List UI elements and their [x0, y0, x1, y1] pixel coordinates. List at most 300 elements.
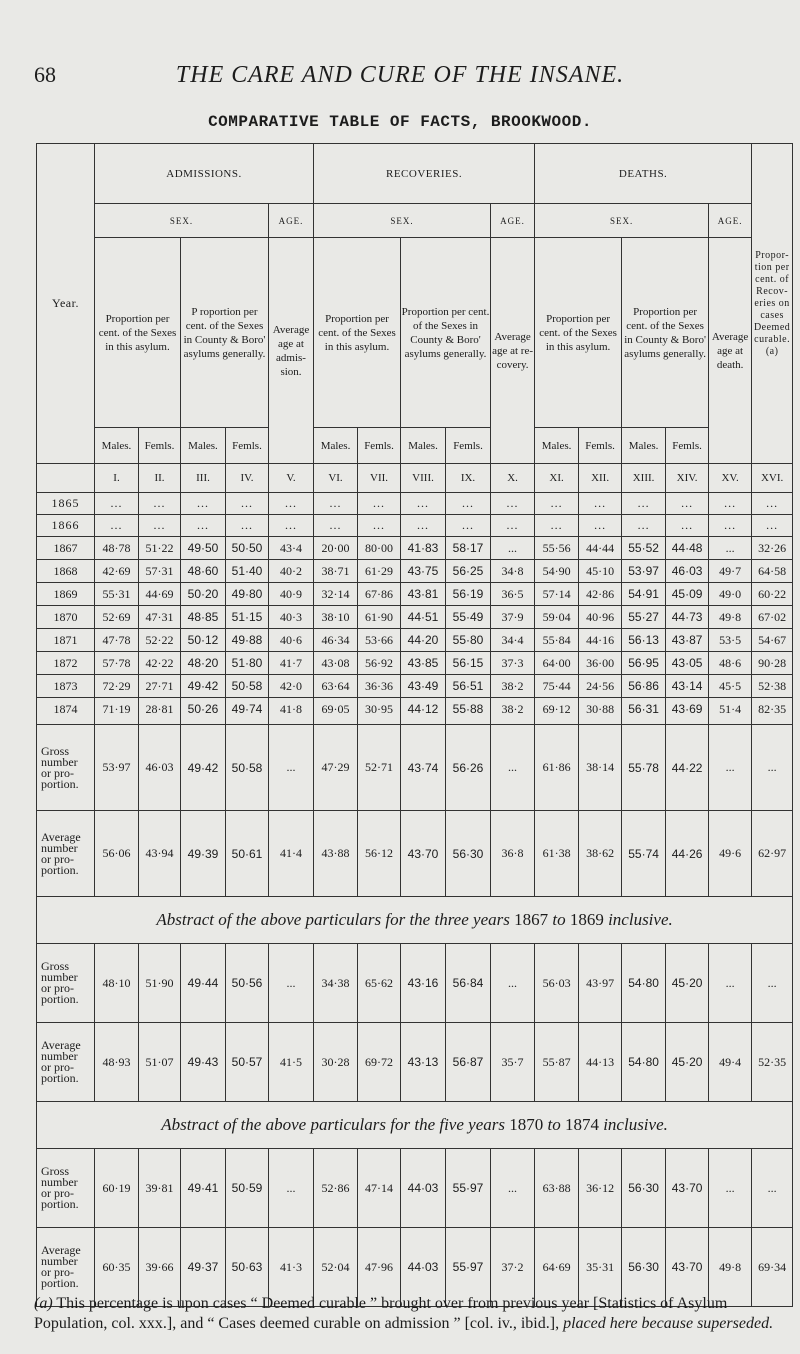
column-number-9: IX. [446, 464, 491, 493]
data-cell: 43·85 [401, 652, 446, 675]
data-cell: 49·42 [181, 675, 226, 698]
summary-cell: 43·97 [579, 944, 622, 1023]
summary-cell: ... [752, 725, 793, 811]
summary-cell: 49·44 [181, 944, 226, 1023]
data-cell: 43·49 [401, 675, 446, 698]
summary-cell: 43·70 [666, 1149, 709, 1228]
gross-summary-row [37, 725, 793, 811]
summary-cell: ... [269, 944, 314, 1023]
data-cell: 44·12 [401, 698, 446, 725]
label-line: portion. [41, 1197, 79, 1211]
data-cell: 48·6 [709, 652, 752, 675]
label-line: portion. [41, 1276, 79, 1290]
summary-cell: ... [709, 725, 752, 811]
data-cell: 72·29 [95, 675, 139, 698]
column-number-15: XV. [709, 464, 752, 493]
summary-cell: 55·97 [446, 1149, 491, 1228]
label-line: number [41, 840, 78, 855]
data-cell: 54·67 [752, 629, 793, 652]
data-cell: 54·91 [622, 583, 666, 606]
average-label [37, 1023, 95, 1102]
data-cell: 51·22 [139, 537, 181, 560]
data-cell: ... [269, 515, 314, 537]
summary-cell: 44·26 [666, 811, 709, 897]
summary-cell: 45·20 [666, 944, 709, 1023]
data-cell: 49·50 [181, 537, 226, 560]
table-row [37, 493, 793, 515]
year-cell: 1868 [37, 560, 95, 583]
data-cell: 51·4 [709, 698, 752, 725]
avg-age-death-header: Average age at death. [709, 238, 752, 464]
data-cell: 32·26 [752, 537, 793, 560]
summary-cell: 56·30 [622, 1228, 666, 1307]
femls-header: Femls. [446, 428, 491, 464]
data-cell: ... [181, 515, 226, 537]
data-cell: 46·03 [666, 560, 709, 583]
data-cell: 52·38 [752, 675, 793, 698]
data-cell: 28·81 [139, 698, 181, 725]
data-cell: ... [314, 493, 358, 515]
summary-cell: 43·88 [314, 811, 358, 897]
label-line: number [41, 1254, 78, 1268]
table-row [37, 515, 793, 537]
book-title: THE CARE AND CURE OF THE INSANE. [175, 62, 625, 88]
data-cell: 43·4 [269, 537, 314, 560]
abstract-caption [37, 897, 793, 944]
year-cell: 1865 [37, 493, 95, 515]
data-cell: ... [358, 515, 401, 537]
males-header: Males. [181, 428, 226, 464]
data-cell: ... [709, 493, 752, 515]
data-cell: ... [709, 537, 752, 560]
data-cell: 40·3 [269, 606, 314, 629]
label-line: Average [41, 1038, 81, 1052]
summary-cell: 47·14 [358, 1149, 401, 1228]
data-cell: 67·02 [752, 606, 793, 629]
column-number-16: XVI. [752, 464, 793, 493]
males-header: Males. [95, 428, 139, 464]
data-cell: ... [226, 515, 269, 537]
data-cell: 57·31 [139, 560, 181, 583]
avg-age-admission-header: Average age at admis- sion. [269, 238, 314, 464]
data-cell: 36·00 [579, 652, 622, 675]
data-cell: 49·8 [709, 606, 752, 629]
data-cell: 50·58 [226, 675, 269, 698]
data-cell: 36·5 [491, 583, 535, 606]
deaths-header: DEATHS. [535, 144, 752, 204]
label-line: Gross [41, 743, 70, 758]
summary-cell: 48·10 [95, 944, 139, 1023]
footnote-ref: (a) [34, 1295, 53, 1312]
data-cell: 44·16 [579, 629, 622, 652]
summary-cell: 52·86 [314, 1149, 358, 1228]
data-cell: ... [314, 515, 358, 537]
table-row [37, 675, 793, 698]
summary-cell: 56·06 [95, 811, 139, 897]
data-cell: 38·10 [314, 606, 358, 629]
data-cell: 43·14 [666, 675, 709, 698]
data-cell: 57·78 [95, 652, 139, 675]
footnote-text: This percentage is upon cases “ Deemed curable ” brought over from previous year [Statistics of Asylum Population, col. xxx.], and “ Cases deemed curable on admission ” [col. iv., ibid.], [34, 1295, 728, 1332]
summary-cell: ... [752, 1149, 793, 1228]
data-cell: ... [752, 515, 793, 537]
summary-cell: 60·19 [95, 1149, 139, 1228]
data-cell: 55·88 [446, 698, 491, 725]
summary-cell: ... [491, 725, 535, 811]
data-cell: 52·69 [95, 606, 139, 629]
data-cell: 45·09 [666, 583, 709, 606]
data-cell: 20·00 [314, 537, 358, 560]
data-cell: 44·44 [579, 537, 622, 560]
summary-cell: 56·30 [622, 1149, 666, 1228]
data-cell: 30·95 [358, 698, 401, 725]
data-cell: 51·80 [226, 652, 269, 675]
summary-cell: 52·71 [358, 725, 401, 811]
data-cell: 64·00 [535, 652, 579, 675]
table-row [37, 606, 793, 629]
summary-cell: 49·41 [181, 1149, 226, 1228]
abstract-row [37, 897, 793, 944]
deaths-sex-header: SEX. [535, 204, 709, 238]
data-cell: 30·88 [579, 698, 622, 725]
data-cell: 44·51 [401, 606, 446, 629]
footnote-italic: placed here because superseded. [563, 1315, 774, 1332]
year-header: Year. [37, 144, 95, 464]
data-cell: ... [535, 515, 579, 537]
data-cell: 53·66 [358, 629, 401, 652]
summary-cell: 44·13 [579, 1023, 622, 1102]
label-line: number [41, 970, 78, 984]
summary-cell: 44·22 [666, 725, 709, 811]
column-number-12: XII. [579, 464, 622, 493]
data-cell: 48·60 [181, 560, 226, 583]
gross-summary-row [37, 944, 793, 1023]
summary-cell: 48·93 [95, 1023, 139, 1102]
year-cell: 1870 [37, 606, 95, 629]
summary-cell: 45·20 [666, 1023, 709, 1102]
label-line: or pro- [41, 1265, 74, 1279]
summary-cell: 56·12 [358, 811, 401, 897]
summary-cell: 55·87 [535, 1023, 579, 1102]
data-cell: 56·25 [446, 560, 491, 583]
year-spacer-cell [37, 464, 95, 493]
summary-cell: 64·69 [535, 1228, 579, 1307]
data-cell: 55·49 [446, 606, 491, 629]
abstract-caption [37, 1102, 793, 1149]
data-cell: 67·86 [358, 583, 401, 606]
year-cell: 1869 [37, 583, 95, 606]
data-cell: ... [491, 493, 535, 515]
summary-cell: 49·6 [709, 811, 752, 897]
data-cell: ... [139, 515, 181, 537]
label-line: or pro- [41, 1186, 74, 1200]
data-cell: ... [95, 493, 139, 515]
data-cell: ... [401, 493, 446, 515]
data-cell: ... [622, 493, 666, 515]
table-row [37, 583, 793, 606]
label-line: or pro- [41, 981, 74, 995]
data-cell: 27·71 [139, 675, 181, 698]
summary-cell: 56·84 [446, 944, 491, 1023]
data-cell: ... [666, 515, 709, 537]
data-cell: ... [181, 493, 226, 515]
summary-cell: ... [491, 944, 535, 1023]
data-cell: 50·20 [181, 583, 226, 606]
data-cell: 49·0 [709, 583, 752, 606]
femls-header: Femls. [358, 428, 401, 464]
summary-cell: ... [709, 1149, 752, 1228]
data-cell: 48·85 [181, 606, 226, 629]
data-cell: 42·0 [269, 675, 314, 698]
average-summary-row [37, 1023, 793, 1102]
summary-cell: 43·13 [401, 1023, 446, 1102]
data-cell: ... [535, 493, 579, 515]
summary-cell: 55·78 [622, 725, 666, 811]
rec-asylum-header: Proportion per cent. of the Sexes in this asylum. [314, 238, 401, 428]
deaths-age-header: AGE. [709, 204, 752, 238]
abstract-from: 1867 [514, 910, 549, 929]
data-cell: 41·7 [269, 652, 314, 675]
data-cell: 44·69 [139, 583, 181, 606]
table-body [37, 464, 793, 1307]
data-cell: ... [95, 515, 139, 537]
data-cell: ... [446, 515, 491, 537]
average-summary-row [37, 811, 793, 897]
label-line: portion. [41, 776, 79, 791]
data-cell: ... [709, 515, 752, 537]
table-row [37, 560, 793, 583]
data-cell: 57·14 [535, 583, 579, 606]
gross-summary-row [37, 1149, 793, 1228]
abstract-to-word: to [552, 910, 566, 929]
data-cell: 40·6 [269, 629, 314, 652]
data-cell: 55·56 [535, 537, 579, 560]
data-cell: 56·31 [622, 698, 666, 725]
abstract-suffix: inclusive. [608, 910, 673, 929]
rec-county-header: Proportion per cent. of the Sexes in County & Boro' asylums generally. [401, 238, 491, 428]
data-cell: 56·95 [622, 652, 666, 675]
summary-cell: 49·4 [709, 1023, 752, 1102]
summary-cell: 62·97 [752, 811, 793, 897]
summary-cell: 30·28 [314, 1023, 358, 1102]
data-cell: ... [139, 493, 181, 515]
data-cell: ... [622, 515, 666, 537]
abstract-to: 1874 [564, 1115, 599, 1134]
label-line: or pro- [41, 851, 74, 866]
data-cell: 69·12 [535, 698, 579, 725]
summary-cell: 61·38 [535, 811, 579, 897]
data-cell: ... [666, 493, 709, 515]
data-cell: 55·52 [622, 537, 666, 560]
data-cell: 50·12 [181, 629, 226, 652]
summary-cell: 44·03 [401, 1228, 446, 1307]
data-cell: 61·29 [358, 560, 401, 583]
data-cell: 58·17 [446, 537, 491, 560]
summary-cell: 49·42 [181, 725, 226, 811]
summary-cell: ... [269, 1149, 314, 1228]
label-line: Average [41, 829, 81, 844]
data-cell: 49·74 [226, 698, 269, 725]
data-cell: 43·75 [401, 560, 446, 583]
data-cell: 38·2 [491, 675, 535, 698]
summary-cell: 41·4 [269, 811, 314, 897]
data-cell: 40·2 [269, 560, 314, 583]
data-cell: 43·05 [666, 652, 709, 675]
data-cell: 75·44 [535, 675, 579, 698]
summary-cell: 60·35 [95, 1228, 139, 1307]
column-number-3: III. [181, 464, 226, 493]
summary-cell: 65·62 [358, 944, 401, 1023]
summary-cell: 35·31 [579, 1228, 622, 1307]
data-cell: 38·2 [491, 698, 535, 725]
males-header: Males. [314, 428, 358, 464]
data-cell: 34·8 [491, 560, 535, 583]
data-cell: 63·64 [314, 675, 358, 698]
data-cell: 80·00 [358, 537, 401, 560]
data-cell: 45·5 [709, 675, 752, 698]
table-row [37, 537, 793, 560]
summary-cell: 37·2 [491, 1228, 535, 1307]
data-cell: ... [491, 537, 535, 560]
data-cell: ... [401, 515, 446, 537]
column-number-10: X. [491, 464, 535, 493]
data-cell: 42·69 [95, 560, 139, 583]
summary-cell: 34·38 [314, 944, 358, 1023]
table-row [37, 698, 793, 725]
column-number-8: VIII. [401, 464, 446, 493]
column-number-7: VII. [358, 464, 401, 493]
label-line: Gross [41, 1164, 70, 1178]
data-cell: 36·36 [358, 675, 401, 698]
admissions-header: ADMISSIONS. [95, 144, 314, 204]
data-cell: 49·7 [709, 560, 752, 583]
summary-cell: 55·74 [622, 811, 666, 897]
summary-cell: 39·81 [139, 1149, 181, 1228]
summary-cell: 63·88 [535, 1149, 579, 1228]
summary-cell: 43·94 [139, 811, 181, 897]
label-line: Average [41, 1243, 81, 1257]
column-number-14: XIV. [666, 464, 709, 493]
data-cell: 56·15 [446, 652, 491, 675]
data-cell: 43·81 [401, 583, 446, 606]
data-cell: 51·40 [226, 560, 269, 583]
data-cell: 47·78 [95, 629, 139, 652]
data-cell: 56·92 [358, 652, 401, 675]
summary-cell: 50·57 [226, 1023, 269, 1102]
column-number-row [37, 464, 793, 493]
data-cell: 37·9 [491, 606, 535, 629]
abstract-suffix: inclusive. [603, 1115, 668, 1134]
death-asylum-header: Proportion per cent. of the Sexes in this asylum. [535, 238, 622, 428]
data-cell: 43·69 [666, 698, 709, 725]
comparative-table [36, 143, 793, 1307]
summary-cell: 52·04 [314, 1228, 358, 1307]
adm-county-header: P roportion per cent. of the Sexes in County & Boro' asylums generally. [181, 238, 269, 428]
column-number-4: IV. [226, 464, 269, 493]
summary-cell: 69·72 [358, 1023, 401, 1102]
column-number-2: II. [139, 464, 181, 493]
abstract-to: 1869 [569, 910, 604, 929]
data-cell: ... [269, 493, 314, 515]
data-cell: 61·90 [358, 606, 401, 629]
data-cell: 48·78 [95, 537, 139, 560]
label-line: portion. [41, 1071, 79, 1085]
avg-age-recovery-header: Average age at re- covery. [491, 238, 535, 464]
summary-cell: 41·5 [269, 1023, 314, 1102]
summary-cell: 36·8 [491, 811, 535, 897]
data-cell: 54·90 [535, 560, 579, 583]
data-cell: ... [358, 493, 401, 515]
data-cell: 38·71 [314, 560, 358, 583]
data-cell: 53·5 [709, 629, 752, 652]
summary-cell: 54·80 [622, 1023, 666, 1102]
abstract-prefix: Abstract of the above particulars for the three years [156, 910, 510, 929]
average-label [37, 811, 95, 897]
admissions-age-header: AGE. [269, 204, 314, 238]
data-cell: 48·20 [181, 652, 226, 675]
running-head [0, 62, 800, 92]
data-cell: 37·3 [491, 652, 535, 675]
summary-cell: 46·03 [139, 725, 181, 811]
summary-cell: 38·62 [579, 811, 622, 897]
page-number: 68 [34, 62, 56, 87]
data-cell: 55·84 [535, 629, 579, 652]
data-cell: 42·86 [579, 583, 622, 606]
summary-cell: 43·70 [401, 811, 446, 897]
year-cell: 1871 [37, 629, 95, 652]
data-cell: ... [579, 493, 622, 515]
summary-cell: ... [752, 944, 793, 1023]
year-cell: 1874 [37, 698, 95, 725]
data-cell: 56·86 [622, 675, 666, 698]
adm-asylum-header: Proportion per cent. of the Sexes in this asylum. [95, 238, 181, 428]
data-cell: 44·73 [666, 606, 709, 629]
summary-cell: 51·90 [139, 944, 181, 1023]
summary-cell: 43·74 [401, 725, 446, 811]
males-header: Males. [622, 428, 666, 464]
summary-cell: 49·8 [709, 1228, 752, 1307]
summary-cell: 38·14 [579, 725, 622, 811]
gross-label [37, 944, 95, 1023]
label-line: Gross [41, 959, 70, 973]
data-cell: ... [446, 493, 491, 515]
femls-header: Femls. [579, 428, 622, 464]
summary-cell: ... [491, 1149, 535, 1228]
data-cell: 40·96 [579, 606, 622, 629]
recoveries-sex-header: SEX. [314, 204, 491, 238]
year-cell: 1873 [37, 675, 95, 698]
data-cell: 52·22 [139, 629, 181, 652]
data-cell: 53·97 [622, 560, 666, 583]
data-cell: 51·15 [226, 606, 269, 629]
data-cell: 40·9 [269, 583, 314, 606]
table-row [37, 652, 793, 675]
gross-label [37, 725, 95, 811]
data-cell: 49·80 [226, 583, 269, 606]
summary-cell: 56·26 [446, 725, 491, 811]
summary-cell: 61·86 [535, 725, 579, 811]
males-header: Males. [401, 428, 446, 464]
summary-cell: 56·87 [446, 1023, 491, 1102]
column-number-1: I. [95, 464, 139, 493]
data-cell: 24·56 [579, 675, 622, 698]
data-cell: 56·51 [446, 675, 491, 698]
abstract-from: 1870 [509, 1115, 544, 1134]
abstract-row [37, 1102, 793, 1149]
summary-cell: 43·70 [666, 1228, 709, 1307]
data-cell: 46·34 [314, 629, 358, 652]
year-cell: 1872 [37, 652, 95, 675]
